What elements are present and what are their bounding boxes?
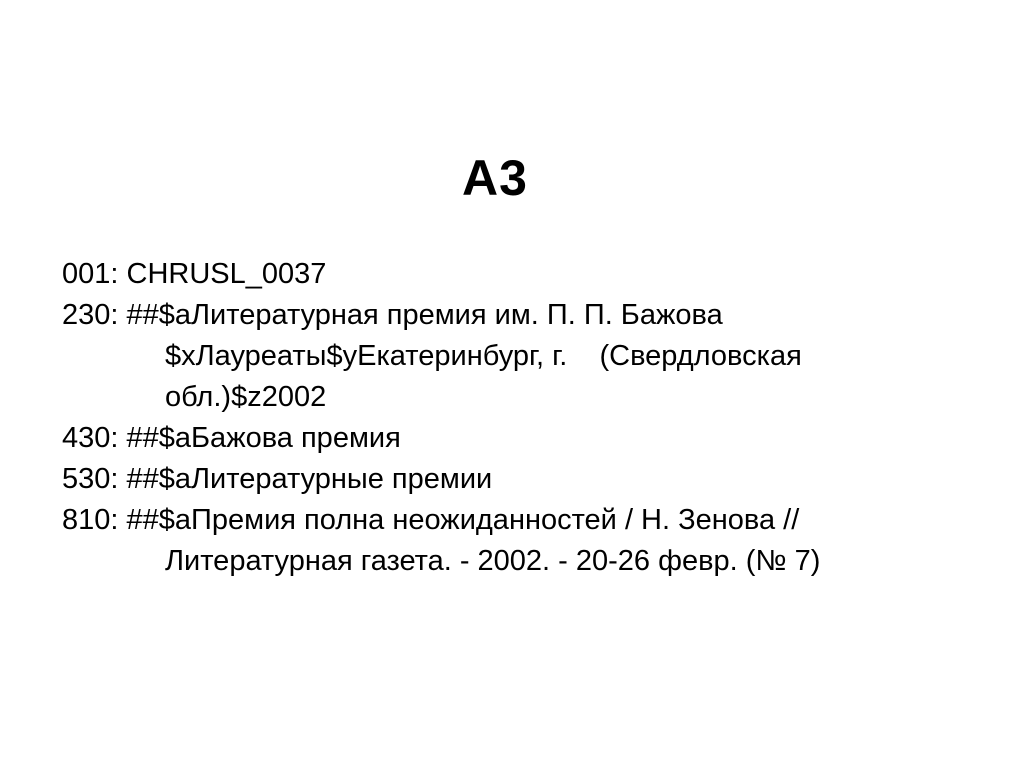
field-value: ##$aЛитературная премия им. П. П. Бажова xyxy=(126,299,723,331)
field-530 xyxy=(62,459,982,500)
field-value: ##$aЛитературные премии xyxy=(126,463,493,495)
field-tag: 530: xyxy=(62,463,119,495)
field-value: ##$aПремия полна неожиданностей / Н. Зенова // xyxy=(126,504,800,536)
field-tag: 001: xyxy=(62,258,119,290)
field-value: CHRUSL_0037 xyxy=(126,258,327,290)
field-continuation: Литературная газета. - 2002. - 20-26 февр. (№ 7) xyxy=(165,545,821,577)
field-230 xyxy=(62,295,982,418)
field-continuation: обл.)$z2002 xyxy=(165,381,327,413)
field-value: ##$aБажова премия xyxy=(126,422,401,454)
slide-title: А3 xyxy=(462,150,528,206)
field-tag: 230: xyxy=(62,299,119,331)
field-001 xyxy=(62,254,982,295)
field-810 xyxy=(62,500,982,582)
marc-record xyxy=(62,254,982,582)
field-tag: 430: xyxy=(62,422,119,454)
field-tag: 810: xyxy=(62,504,119,536)
field-430 xyxy=(62,418,982,459)
field-continuation: $xЛауреаты$yЕкатеринбург, г. (Свердловская xyxy=(165,340,802,372)
